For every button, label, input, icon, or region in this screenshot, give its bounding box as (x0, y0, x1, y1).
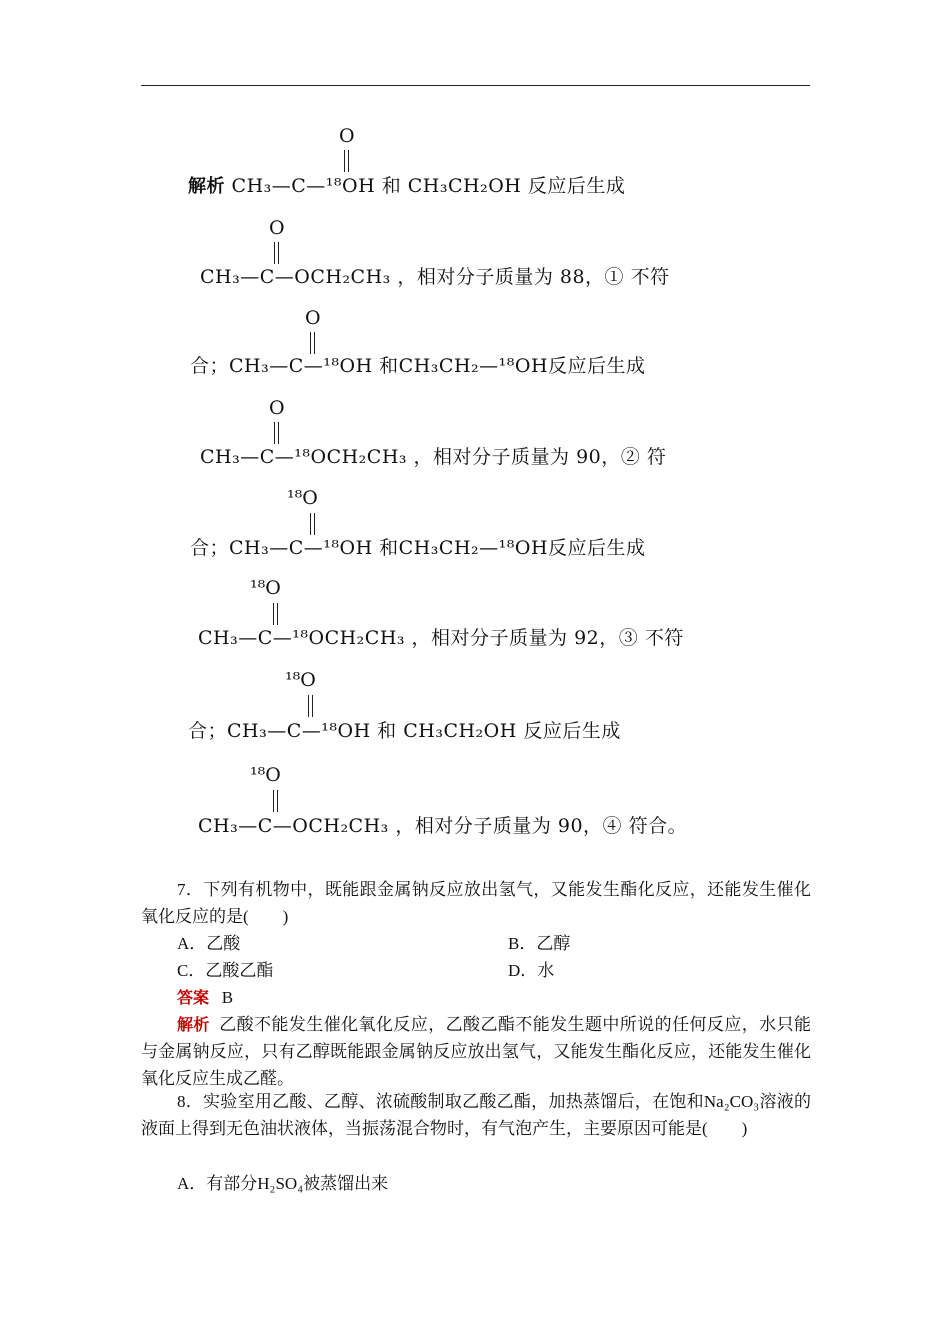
product-line-4: CH₃—C—OCH₂CH₃ ，相对分子质量为 90，④ 符合。 (198, 815, 688, 837)
q7-analysis (141, 1011, 811, 1092)
reaction-line-1 (188, 176, 625, 197)
q8-option-a: A．有部分H₂SO₄被蒸馏出来 (177, 1174, 389, 1193)
top-rule (141, 85, 810, 86)
carbonyl-oxygen: O (269, 397, 285, 419)
reaction-line-4: 合；CH₃—C—¹⁸OH 和 CH₃CH₂OH 反应后生成 (188, 720, 621, 742)
q7-option-d: D．水 (508, 961, 555, 980)
q7-option-b: B．乙醇 (508, 934, 571, 953)
double-bond (274, 422, 279, 444)
answer-label: 答案 (177, 988, 210, 1007)
q8-stem: 8．实验室用乙酸、乙醇、浓硫酸制取乙酸乙酯，加热蒸馏后，在饱和Na₂CO₃溶液的液面上得到无色油状液体，当振荡混合物时，有气泡产生，主要原因可能是( ) (141, 1092, 811, 1138)
q7-option-c: C．乙酸乙酯 (177, 961, 274, 980)
carbonyl-oxygen-labeled: ¹⁸O (250, 764, 281, 786)
product-line-2: CH₃—C—¹⁸OCH₂CH₃ ，相对分子质量为 90，② 符 (200, 446, 667, 468)
double-bond (310, 332, 315, 354)
product-line-1: CH₃—C—OCH₂CH₃ ，相对分子质量为 88，① 不符 (200, 266, 670, 288)
q7-stem: 7．下列有机物中，既能跟金属钠反应放出氢气，又能发生酯化反应，还能发生催化氧化反应的是( ) (141, 880, 811, 926)
double-bond (273, 603, 278, 625)
product-line-3: CH₃—C—¹⁸OCH₂CH₃ ，相对分子质量为 92，③ 不符 (198, 627, 684, 649)
double-bond (308, 695, 313, 717)
carbonyl-oxygen: O (305, 307, 321, 329)
reaction-line-2: 合；CH₃—C—¹⁸OH 和CH₃CH₂—¹⁸OH反应后生成 (190, 355, 646, 377)
q7-analysis-text: 乙酸不能发生催化氧化反应，乙酸乙酯不能发生题中所说的任何反应，水只能与金属钠反应，只有乙醇既能跟金属钠反应放出氢气，又能发生酯化反应，还能发生催化氧化反应生成乙醛。 (141, 1015, 811, 1088)
double-bond (310, 513, 315, 535)
q7-answer (177, 984, 233, 1011)
carbonyl-oxygen: O (269, 217, 285, 239)
double-bond (273, 790, 278, 812)
double-bond (274, 242, 279, 264)
analysis-label: 解析 (177, 1015, 210, 1034)
carbonyl-oxygen-labeled: ¹⁸O (250, 577, 281, 599)
q7-option-a: A．乙酸 (177, 934, 241, 953)
answer-value: B (221, 988, 234, 1007)
carbonyl-oxygen-labeled: ¹⁸O (287, 487, 318, 509)
reaction-line-1-text: CH₃—C—¹⁸OH 和 CH₃CH₂OH 反应后生成 (231, 175, 626, 197)
carbonyl-oxygen: O (339, 125, 355, 147)
carbonyl-oxygen-labeled: ¹⁸O (285, 669, 316, 691)
double-bond (344, 150, 349, 172)
reaction-line-3: 合；CH₃—C—¹⁸OH 和CH₃CH₂—¹⁸OH反应后生成 (190, 537, 646, 559)
analysis-label: 解析 (188, 176, 225, 197)
